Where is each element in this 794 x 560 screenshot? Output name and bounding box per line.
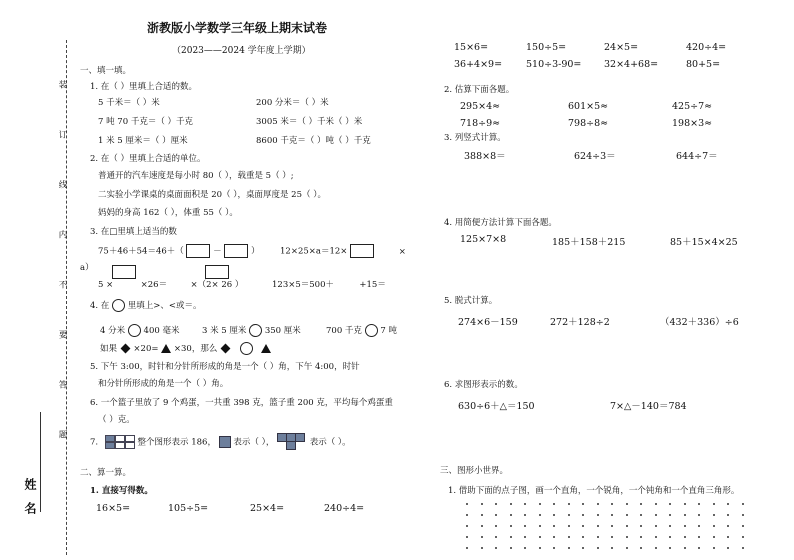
q1-item: 5 千米＝（ ）米 [98,98,160,108]
estimate-item: 295×4≈ [460,101,501,112]
binding-line [66,40,67,555]
grid-dot [611,536,613,538]
calc-item: 24×5= [604,42,639,53]
diamond-icon [221,344,231,354]
grid-dot [597,525,599,527]
grid-dot [727,503,729,505]
calc-item: 80+5= [686,59,721,70]
calc-item: 510÷3-90= [526,59,582,70]
grid-dot [698,514,700,516]
grid-dot [727,525,729,527]
grid-dot [669,514,671,516]
grid-dot [481,514,483,516]
q3-expr: ） [251,246,260,257]
q3-expr: 5 × [98,280,114,290]
question-3: 3. 在□里填上适当的数 [90,227,177,237]
estimate-item: 425÷7≈ [672,101,713,112]
grid-dot [568,503,570,505]
grid-dot [481,536,483,538]
grid-dot [539,536,541,538]
grid-dot [684,547,686,549]
calc-item: 32×4+68= [604,59,659,70]
q4-item: 350 厘米 [264,326,301,336]
estimate-item: 601×5≈ [568,101,609,112]
grid-dot [655,503,657,505]
binding-label: 题 [57,430,67,439]
grid-dot [742,503,744,505]
triangle-icon [261,344,271,353]
grid-dot [727,547,729,549]
q7-text: 表示（ ）， [233,437,275,448]
grid-dot [626,503,628,505]
calc-item: 36+4×9= [454,59,503,70]
grid-dot [727,536,729,538]
q4-text: 如果 [100,344,118,354]
estimate-question: 2. 估算下面各题。 [444,85,515,95]
binding-label: 线 [57,180,67,189]
answer-box[interactable] [186,244,210,258]
stepwise-question: 5. 脱式计算。 [444,296,498,306]
q7-text: 7. [90,437,99,448]
binding-label: 订 [57,130,67,139]
answer-box[interactable] [205,261,229,280]
q4-compare [100,324,179,337]
figure-number-item: 7×△－140＝784 [610,401,687,412]
grid-dot [626,536,628,538]
q3-expr: × [398,246,406,257]
name-label: 姓 名 [23,478,37,519]
estimate-item: 798÷8≈ [568,118,609,129]
estimate-item: 718÷9≈ [460,118,501,129]
compare-circle[interactable] [365,324,378,337]
q1-item: 8600 千克＝（ ）吨（ ）千克 [256,136,371,146]
q7-text: 表示（ ）。 [309,437,351,448]
grid-dot [626,514,628,516]
grid-dot [568,514,570,516]
grid-dot [640,547,642,549]
grid-dot [611,525,613,527]
grid-dot [626,525,628,527]
q1-item: 7 吨 70 千克＝（ ）千克 [98,117,194,127]
q4-compare [202,324,301,337]
question-6: 6. 一个篮子里放了 9 个鸡蛋，一共重 398 克，篮子重 200 克，平均每个鸡蛋重 [90,398,393,408]
grid-dot [524,514,526,516]
figure-number-item: 630÷6＋△＝150 [458,401,535,412]
q4-text: 里填上>、<或＝。 [127,301,202,311]
q4-item: 4 分米 [100,326,126,336]
triangle-icon [161,344,171,353]
q2-line: 二实验小学课桌的桌面面积是 20（ ），桌面厚度是 25（ ）。 [98,190,326,200]
section-3-question-1: 1. 借助下面的点子图，画一个直角，一个锐角，一个钝角和一个直角三角形。 [448,486,740,496]
grid-dot [524,525,526,527]
grid-dot [669,525,671,527]
simplify-question: 4. 用简便方法计算下面各题。 [444,218,557,228]
grid-dot [582,536,584,538]
grid-dot [495,547,497,549]
binding-label: 装 [57,80,67,89]
grid-dot [713,514,715,516]
t-shape-figure [277,433,307,451]
estimate-item: 198×3≈ [672,118,713,129]
q3-expr: ×（2× 26 ） [190,280,244,290]
grid-dot [640,536,642,538]
grid-dot [495,514,497,516]
grid-dot [495,536,497,538]
grid-dot [582,514,584,516]
q3-expr: 75＋46＋54＝46＋（ [98,246,184,257]
q4-condition [100,342,271,355]
grid-dot [669,536,671,538]
stepwise-item: 272＋128÷2 [550,317,610,328]
answer-box[interactable] [350,244,374,258]
grid-dot [727,514,729,516]
question-1: 1. 在（ ）里填上合适的数。 [90,82,198,92]
section-3-heading: 三、图形小世界。 [440,466,509,476]
grid-dot [698,547,700,549]
stepwise-item: 274×6－159 [458,317,518,328]
grid-dot [510,514,512,516]
grid-dot [553,525,555,527]
grid-dot [655,536,657,538]
grid-dot [539,547,541,549]
grid-figure [105,435,135,449]
figure-number-question: 6. 求图形表示的数。 [444,380,523,390]
simplify-item: 125×7×8 [460,234,507,245]
q1-item: 200 分米＝（ ）米 [256,98,329,108]
dot-grid[interactable] [466,503,756,560]
grid-dot [742,525,744,527]
grid-dot [553,514,555,516]
grid-dot [582,503,584,505]
calc-item: 25×4= [250,503,285,514]
question-2: 2. 在（ ）里填上合适的单位。 [90,154,206,164]
q4-item: 700 千克 [326,326,362,336]
grid-dot [466,514,468,516]
grid-dot [640,525,642,527]
q3-expr: 12×25×a＝12× [280,246,348,257]
question-4 [90,299,201,312]
grid-dot [466,547,468,549]
binding-label: 不 [57,280,67,289]
grid-dot [640,503,642,505]
grid-dot [597,503,599,505]
q4-compare [326,324,397,337]
grid-dot [698,503,700,505]
section-1-heading: 一、填一填。 [80,66,132,76]
question-7 [90,433,351,451]
calc-item: 420÷4= [686,42,727,53]
circle-icon [112,299,125,312]
grid-dot [640,514,642,516]
calc-item: 16×5= [96,503,131,514]
grid-dot [742,547,744,549]
grid-dot [684,525,686,527]
q4-text: ×20= [133,344,159,354]
stepwise-item: （432＋336）÷6 [660,317,739,328]
compare-circle[interactable] [240,342,253,355]
shaded-square-icon [219,436,231,448]
grid-dot [684,514,686,516]
grid-dot [553,536,555,538]
grid-dot [568,536,570,538]
simplify-item: 185＋158＋215 [552,237,626,248]
q2-line: 普通开的汽车速度是每小时 80（ ），载重是 5（ ）; [98,171,294,181]
answer-box[interactable] [224,244,248,258]
name-line [40,412,41,512]
q4-text: 4. 在 [90,301,110,311]
grid-dot [742,536,744,538]
grid-dot [466,503,468,505]
grid-dot [539,503,541,505]
grid-dot [597,514,599,516]
vertical-calc-item: 644÷7＝ [676,151,718,162]
q7-text: 整个图形表示 186， [137,437,216,448]
grid-dot [481,525,483,527]
grid-dot [597,547,599,549]
binding-label: 内 [57,230,67,239]
grid-dot [611,503,613,505]
grid-dot [582,547,584,549]
calc-item: 105÷5= [168,503,209,514]
grid-dot [466,536,468,538]
grid-dot [597,536,599,538]
section-2-heading: 二、算一算。 [80,468,132,478]
grid-dot [495,525,497,527]
grid-dot [611,514,613,516]
grid-dot [713,536,715,538]
grid-dot [524,547,526,549]
grid-dot [539,525,541,527]
grid-dot [481,547,483,549]
grid-dot [684,536,686,538]
binding-label: 要 [57,330,67,339]
grid-dot [669,503,671,505]
question-5: 5. 下午 3:00，时针和分针所形成的角是一个（ ）角，下午 4:00，时针 [90,362,360,372]
grid-dot [582,525,584,527]
compare-circle[interactable] [128,324,141,337]
grid-dot [698,536,700,538]
grid-dot [481,503,483,505]
grid-dot [510,525,512,527]
q4-item: 3 米 5 厘米 [202,326,247,336]
grid-dot [510,536,512,538]
compare-circle[interactable] [249,324,262,337]
grid-dot [510,503,512,505]
q4-item: 400 毫米 [143,326,180,336]
q2-line: 妈妈的身高 162（ ），体重 55（ ）。 [98,208,238,218]
calc-item: 150÷5= [526,42,567,53]
vertical-calc-question: 3. 列竖式计算。 [444,133,506,143]
grid-dot [655,514,657,516]
grid-dot [553,503,555,505]
q3-line-2 [98,280,243,291]
q4-item: 7 吨 [380,326,397,336]
calc-item: 15×6= [454,42,489,53]
grid-dot [495,503,497,505]
grid-dot [655,525,657,527]
grid-dot [713,525,715,527]
section-2-question-1: 1. 直接写得数。 [90,486,153,496]
q4-text: ×30，那么 [173,344,218,354]
grid-dot [568,547,570,549]
grid-dot [510,547,512,549]
binding-label: 答 [57,380,67,389]
q1-item: 3005 米＝（ ）千米（ ）米 [256,117,363,127]
page-title: 浙教版小学数学三年级上期末试卷 [147,21,328,35]
q1-item: 1 米 5 厘米＝（ ）厘米 [98,136,188,146]
grid-dot [742,514,744,516]
grid-dot [524,503,526,505]
q3-expr: ×26＝ [140,280,168,290]
grid-dot [698,525,700,527]
q3-expr: 123×5＝500＋ [272,280,334,290]
q3-line-2-right [272,280,386,291]
vertical-calc-item: 624÷3＝ [574,151,616,162]
grid-dot [611,547,613,549]
q3-line-1-right [280,244,406,258]
diamond-icon [120,344,130,354]
grid-dot [669,547,671,549]
calc-item: 240÷4= [324,503,365,514]
answer-box[interactable] [112,261,136,280]
grid-dot [713,547,715,549]
grid-dot [524,536,526,538]
q3-expr: +15＝ [359,280,386,290]
q3-line-1: 75＋46＋54＝46＋（ － ） [98,244,260,258]
question-5-cont: 和分针所形成的角是一个（ ）角。 [98,379,229,389]
grid-dot [626,547,628,549]
grid-dot [466,525,468,527]
grid-dot [713,503,715,505]
grid-dot [553,547,555,549]
grid-dot [539,514,541,516]
simplify-item: 85＋15×4×25 [670,237,738,248]
grid-dot [655,547,657,549]
grid-dot [568,525,570,527]
grid-dot [684,503,686,505]
q3-a-label: a） [80,263,94,273]
vertical-calc-item: 388×8＝ [464,151,506,162]
question-6-cont: （ ）克。 [98,415,135,425]
page-subtitle: （2023——2024 学年度上学期） [172,46,311,56]
